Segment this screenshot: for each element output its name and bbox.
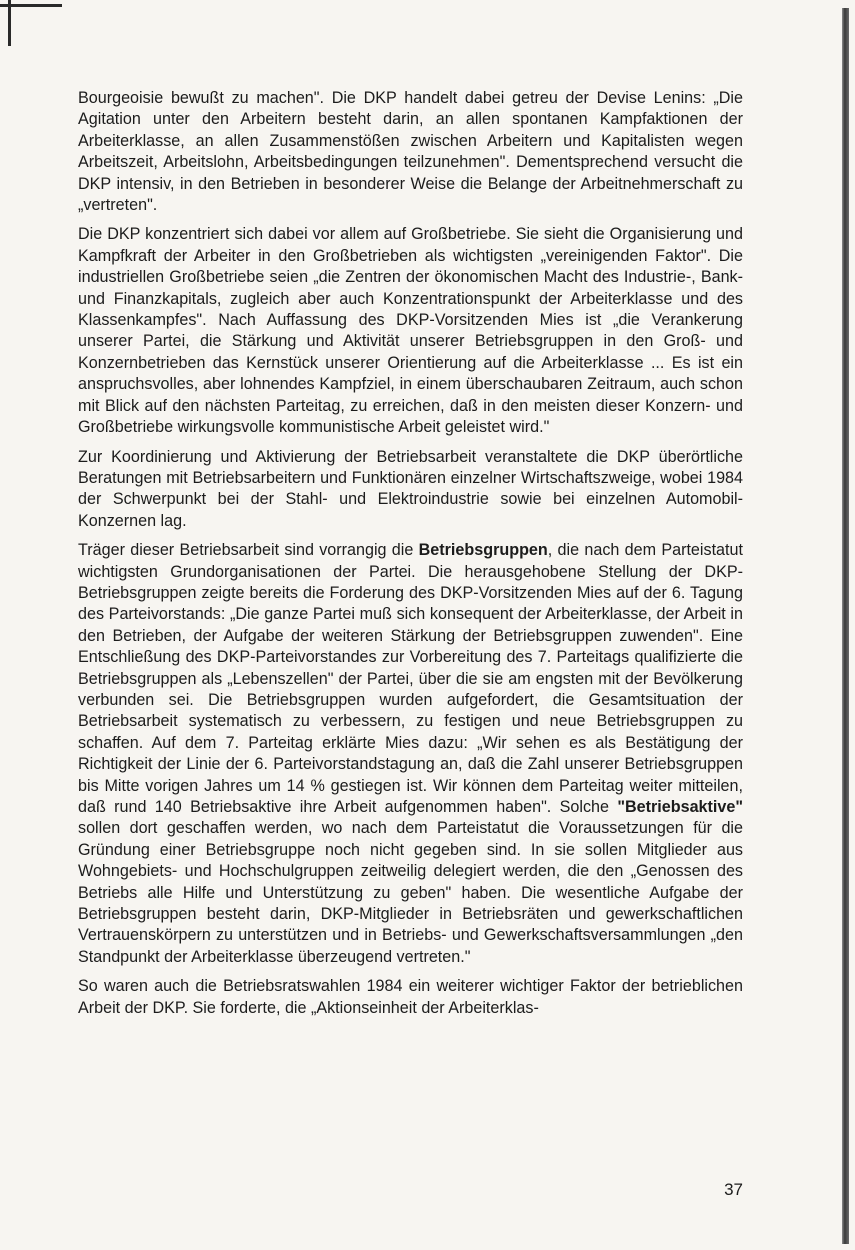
paragraph-3 [78,447,743,533]
paragraph-3-text: Zur Koordinierung und Aktivierung der Betriebsarbeit veranstaltete die DKP überörtliche Beratungen mit Betriebsarbeitern und Funktionären einzelner Wirtschaftszweige, wobei 1984 der Schwerpunkt bei der Stahl- und Elektroindustrie sowie bei einzelnen Automobil-Konzernen lag. [78,447,743,530]
paragraph-2-text: Die DKP konzentriert sich dabei vor allem auf Großbetriebe. Sie sieht die Organisierung und Kampfkraft der Arbeiter in den Großbetrieben als wichtigsten „vereinigenden Faktor". Die industriellen Großbetriebe seien „die Zentren der ökonomischen Macht des Industrie-, Bank- und Finanzkapitals, zugleich aber auch Konzentrationspunkt der Arbeiterklasse und des Klassenkampfes". Nach Auffassung des DKP-Vorsitzenden Mies ist „die Verankerung unserer Partei, die Stärkung und Aktivität unserer Betriebsgruppen in den Groß- und Konzernbetrieben das Kernstück unserer Orientierung auf die Arbeiterklasse ... Es ist ein anspruchsvolles, aber lohnendes Kampfziel, in einem überschaubaren Zeitraum, auch schon mit Blick auf den nächsten Parteitag, zu erreichen, daß in den meisten dieser Konzern- und Großbetriebe wirkungsvolle kommunistische Arbeit geleistet wird." [78,225,743,437]
paragraph-5 [78,976,743,1019]
paragraph-5-text: So waren auch die Betriebsratswahlen 1984 ein weiterer wichtiger Faktor der betrieblichen Arbeit der DKP. Sie forderte, die „Aktionseinheit der Arbeiterklas- [78,977,743,1017]
paragraph-4-text-start: Träger dieser Betriebsarbeit sind vorrangig die [78,541,419,560]
paragraph-1 [78,88,743,216]
paragraph-2 [78,224,743,438]
paragraph-4 [78,540,743,968]
paragraph-1-text: Bourgeoisie bewußt zu machen". Die DKP handelt dabei getreu der Devise Lenins: „Die Agitation unter den Arbeitern besteht darin, an allen spontanen Kampfaktionen der Arbeiterklasse, an allen Zusammenstößen zwischen Arbeitern und Kapitalisten wegen Arbeitszeit, Arbeitslohn, Arbeitsbedingungen teilzunehmen". Dementsprechend versucht die DKP intensiv, in den Betrieben in besonderer Weise die Belange der Arbeitnehmerschaft zu „vertreten". [78,89,743,215]
page-edge-shadow [842,8,849,1244]
term-betriebsgruppen: Betriebsgruppen [418,541,548,560]
paragraph-4-text-end: sollen dort geschaffen werden, wo nach dem Parteistatut die Voraussetzungen für die Gründung einer Betriebsgruppe noch nicht gegeben sind. In sie sollen Mitglieder aus Wohngebiets- und Hochschulgruppen zeitweilig delegiert werden, die den „Genossen des Betriebs alle Hilfe und Unterstützung zu geben" haben. Die wesentliche Aufgabe der Betriebsgruppen besteht darin, DKP-Mitglieder in Betriebsräten und gewerkschaftlichen Vertrauenskörpern zu unterstützen und in Betriebs- und Gewerkschaftsversammlungen „den Standpunkt der Arbeiterklasse überzeugend vertreten." [78,819,743,966]
body-text [78,88,743,1027]
corner-crop-mark-vertical [8,0,11,46]
term-betriebsaktive: "Betriebsaktive" [617,798,743,816]
page-number: 37 [724,1180,743,1199]
paragraph-4-text-middle: , die nach dem Parteistatut wichtigsten Grundorganisationen der Partei. Die herausgehobene Stellung der DKP-Betriebsgruppen zeigte bereits die Forderung des DKP-Vorsitzenden Mies auf der 6. Tagung des Parteivorstands: „Die ganze Partei muß sich konsequent der Arbeiterklasse, der Arbeit in den Betrieben, der Aufgabe der weiteren Stärkung der Betriebsgruppen zuwenden". Eine Entschließung des DKP-Parteivorstandes zur Vorbereitung des 7. Parteitags qualifizierte die Betriebsgruppen als „Lebenszellen" der Partei, über die sie am engsten mit der Bevölkerung verbunden sei. Die Betriebsgruppen wurden aufgefordert, die Gesamtsituation der Betriebsarbeit systematisch zu verbessern, zu festigen und neue Betriebsgruppen zu schaffen. Auf dem 7. Parteitag erklärte Mies dazu: „Wir sehen es als Bestätigung der Richtigkeit der Linie der 6. Parteivorstandstagung an, daß die Zahl unserer Betriebsgruppen bis Mitte vorigen Jahres um 14 % gestiegen ist. Wir können dem Parteitag weiter mitteilen, daß rund 140 Betriebsaktive ihre Arbeit aufgenommen haben". Solche [78,541,743,816]
